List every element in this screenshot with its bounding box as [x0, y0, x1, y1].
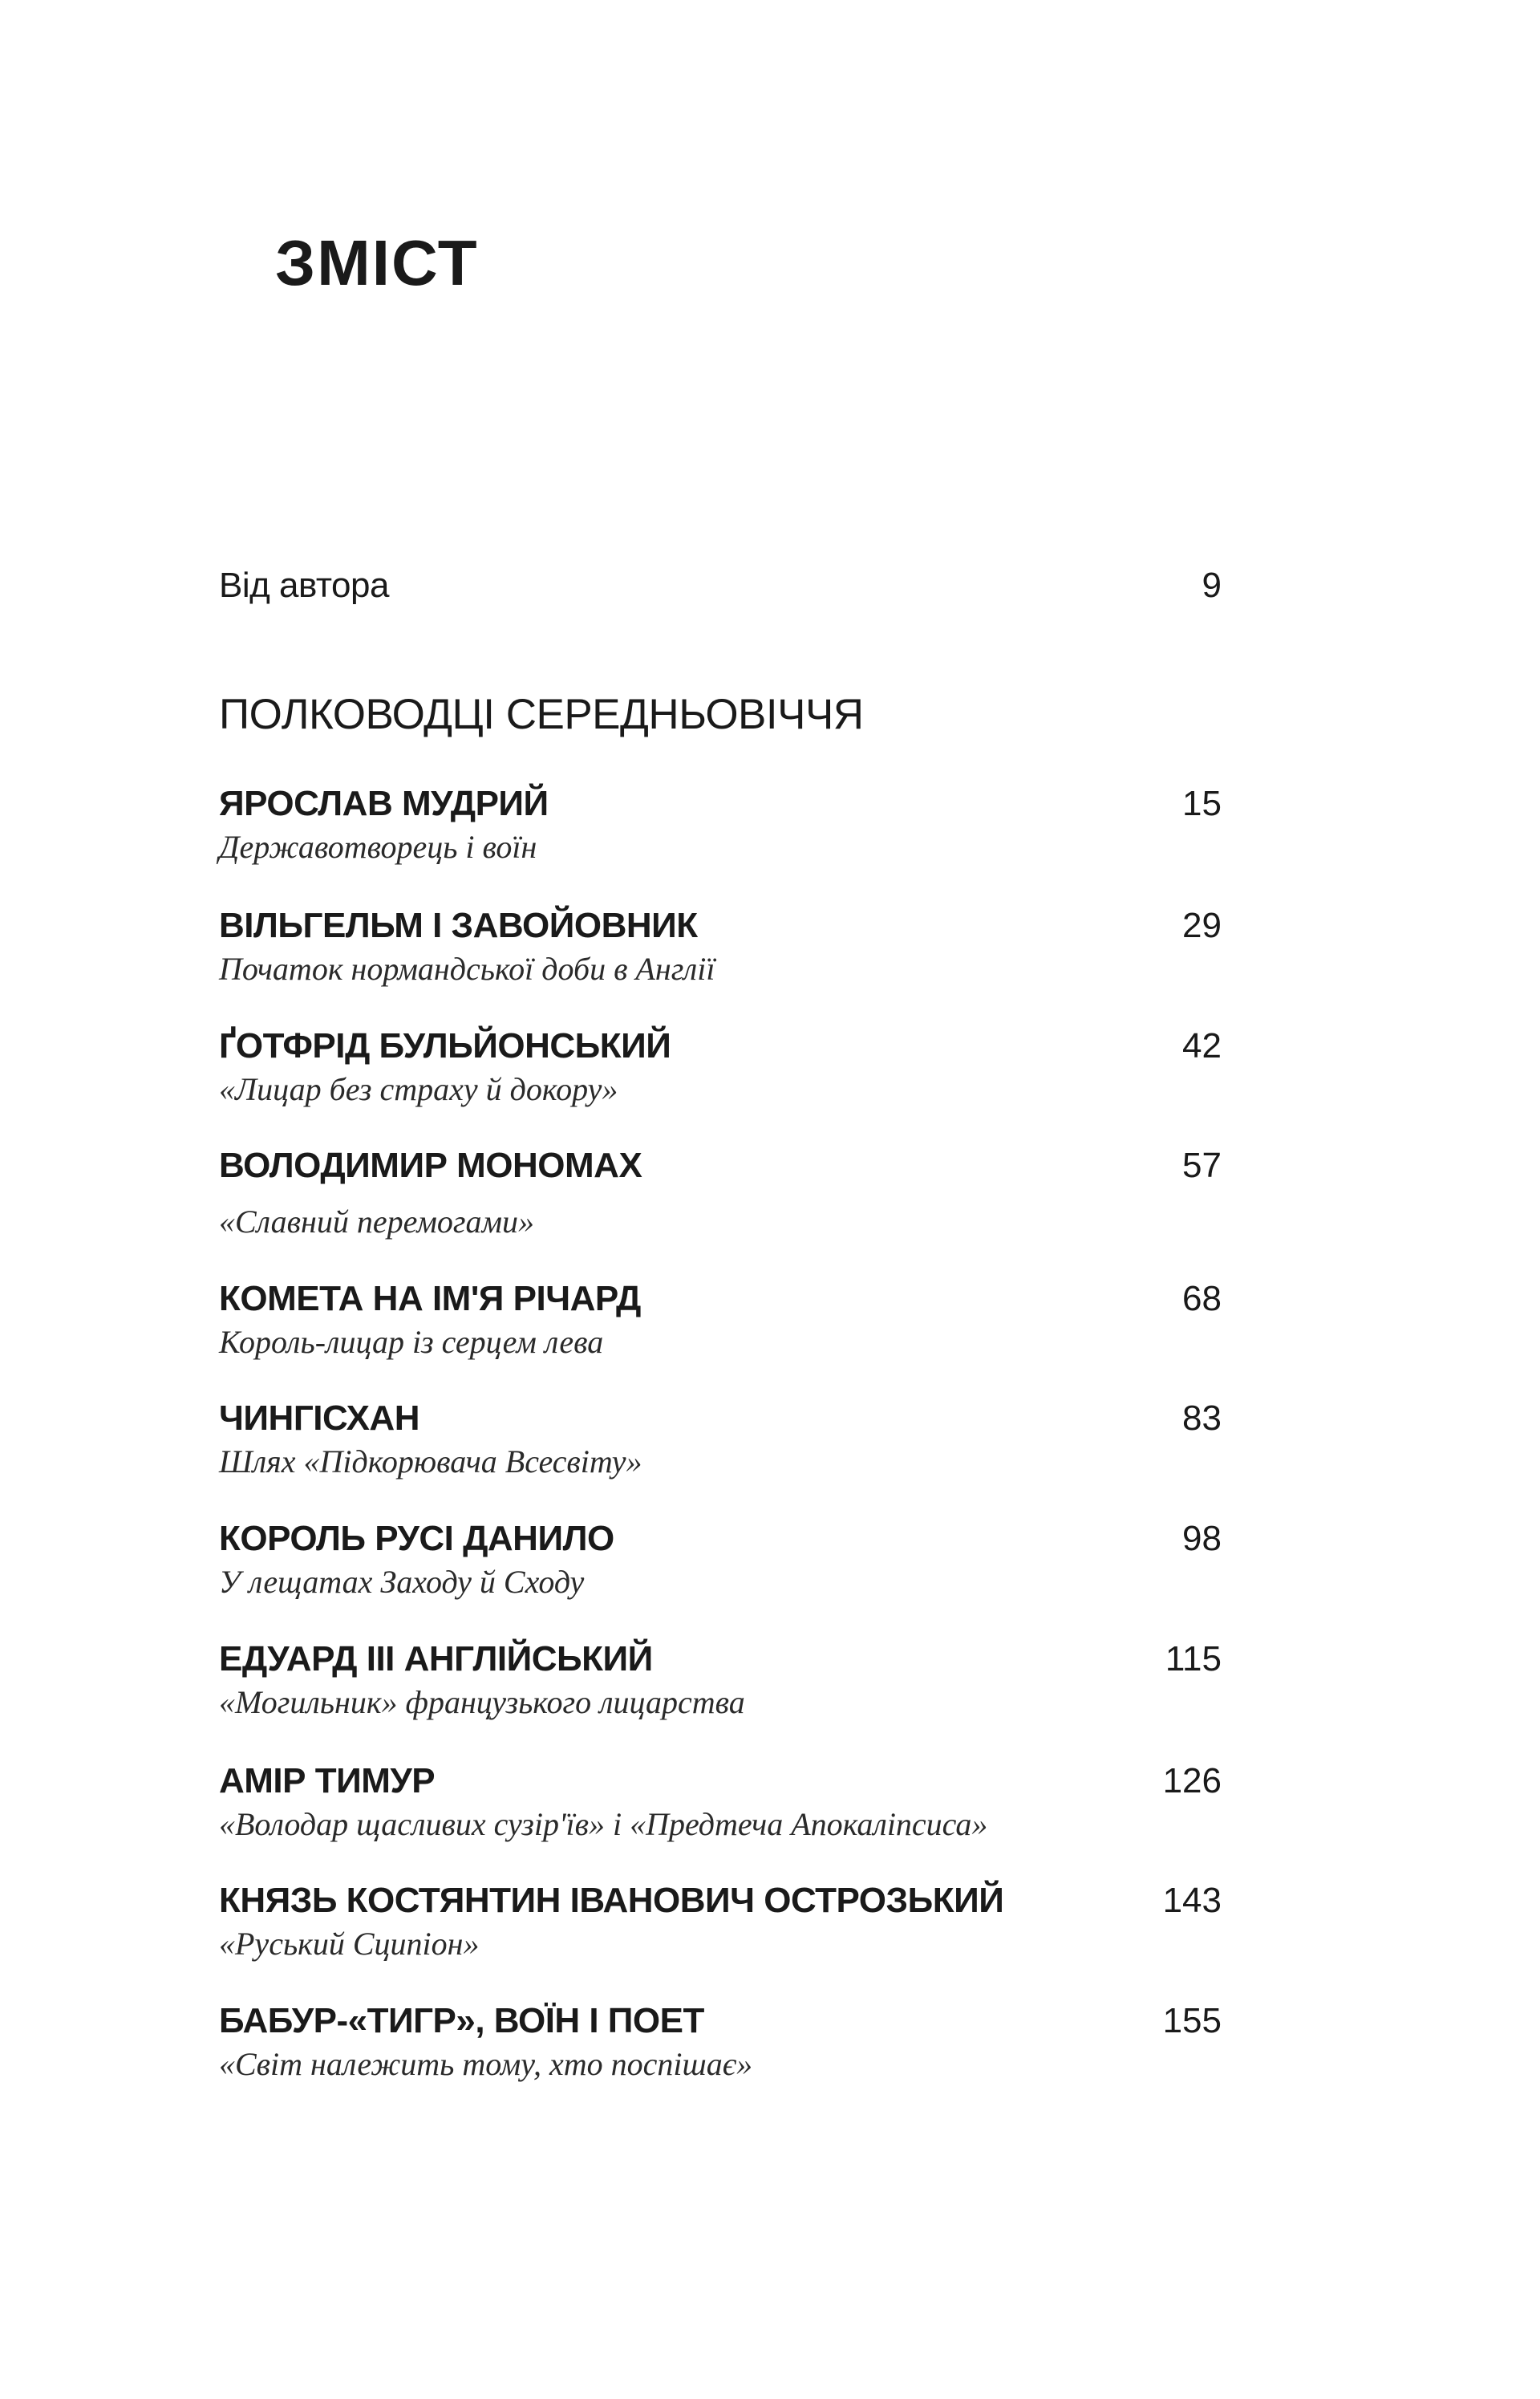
toc-entry[interactable]	[219, 1398, 1222, 1480]
toc-entry-page: 42	[1182, 1026, 1222, 1066]
toc-entry-title: Від автора	[219, 566, 389, 605]
toc-entry-page: 9	[1202, 566, 1222, 605]
toc-entry[interactable]	[219, 1639, 1222, 1720]
toc-entry[interactable]	[219, 906, 1222, 987]
toc-entry-page: 29	[1182, 906, 1222, 945]
toc-entry[interactable]	[219, 2001, 1222, 2082]
toc-entry-subtitle: Початок нормандської доби в Англії	[219, 951, 715, 987]
toc-entry-title: ЧИНГІСХАН	[219, 1398, 419, 1438]
toc-entry-subtitle: Шлях «Підкорювача Всесвіту»	[219, 1443, 642, 1480]
toc-entry-subtitle: «Лицар без страху й докору»	[219, 1071, 618, 1107]
toc-entry-subtitle: «Володар щасливих сузір'їв» і «Предтеча Апокаліпсиса»	[219, 1806, 988, 1842]
toc-entry-page: 155	[1162, 2001, 1222, 2040]
toc-entry-subtitle: Державотворець і воїн	[219, 829, 537, 865]
toc-entry-page: 143	[1162, 1881, 1222, 1920]
toc-entry[interactable]	[219, 1279, 1222, 1360]
toc-entry[interactable]	[219, 1146, 1222, 1240]
toc-entry-preface[interactable]	[219, 566, 1222, 614]
section-heading: ПОЛКОВОДЦІ СЕРЕДНЬОВІЧЧЯ	[219, 691, 864, 738]
toc-entry-title: ЯРОСЛАВ МУДРИЙ	[219, 784, 549, 823]
toc-entry-page: 15	[1182, 784, 1222, 823]
toc-entry[interactable]	[219, 784, 1222, 865]
toc-entry-title: БАБУР-«ТИГР», ВОЇН І ПОЕТ	[219, 2001, 704, 2040]
toc-entry-subtitle: У лещатах Заходу й Сходу	[219, 1564, 585, 1600]
toc-entry-title: КОМЕТА НА ІМ'Я РІЧАРД	[219, 1279, 641, 1318]
toc-entry-page: 68	[1182, 1279, 1222, 1318]
toc-entry-title: ВІЛЬГЕЛЬМ І ЗАВОЙОВНИК	[219, 906, 698, 945]
toc-entry-subtitle: Король-лицар із серцем лева	[219, 1324, 604, 1360]
toc-entry[interactable]	[219, 1519, 1222, 1600]
toc-entry-title: ЕДУАРД III АНГЛІЙСЬКИЙ	[219, 1639, 653, 1678]
toc-entry-subtitle: «Могильник» французького лицарства	[219, 1684, 745, 1720]
toc-entry-page: 98	[1182, 1519, 1222, 1558]
toc-entry[interactable]	[219, 1881, 1222, 1962]
toc-entry-title: ВОЛОДИМИР МОНОМАХ	[219, 1146, 642, 1185]
toc-entry-subtitle: «Славний перемогами»	[219, 1204, 534, 1240]
toc-entry-page: 83	[1182, 1398, 1222, 1438]
toc-entry-title: АМІР ТИМУР	[219, 1761, 436, 1800]
toc-entry-subtitle: «Світ належить тому, хто поспішає»	[219, 2046, 753, 2082]
toc-entry-title: ҐОТФРІД БУЛЬЙОНСЬКИЙ	[219, 1026, 671, 1066]
toc-entry-title: КНЯЗЬ КОСТЯНТИН ІВАНОВИЧ ОСТРОЗЬКИЙ	[219, 1881, 1004, 1920]
toc-entry-page: 115	[1165, 1639, 1222, 1678]
toc-entry[interactable]	[219, 1761, 1222, 1842]
toc-entry-title: КОРОЛЬ РУСІ ДАНИЛО	[219, 1519, 614, 1558]
page-title: ЗМІСТ	[275, 227, 479, 298]
toc-entry-page: 57	[1182, 1146, 1222, 1185]
toc-entry-page: 126	[1162, 1761, 1222, 1800]
toc-entry[interactable]	[219, 1026, 1222, 1107]
toc-entry-subtitle: «Руський Сципіон»	[219, 1926, 480, 1962]
